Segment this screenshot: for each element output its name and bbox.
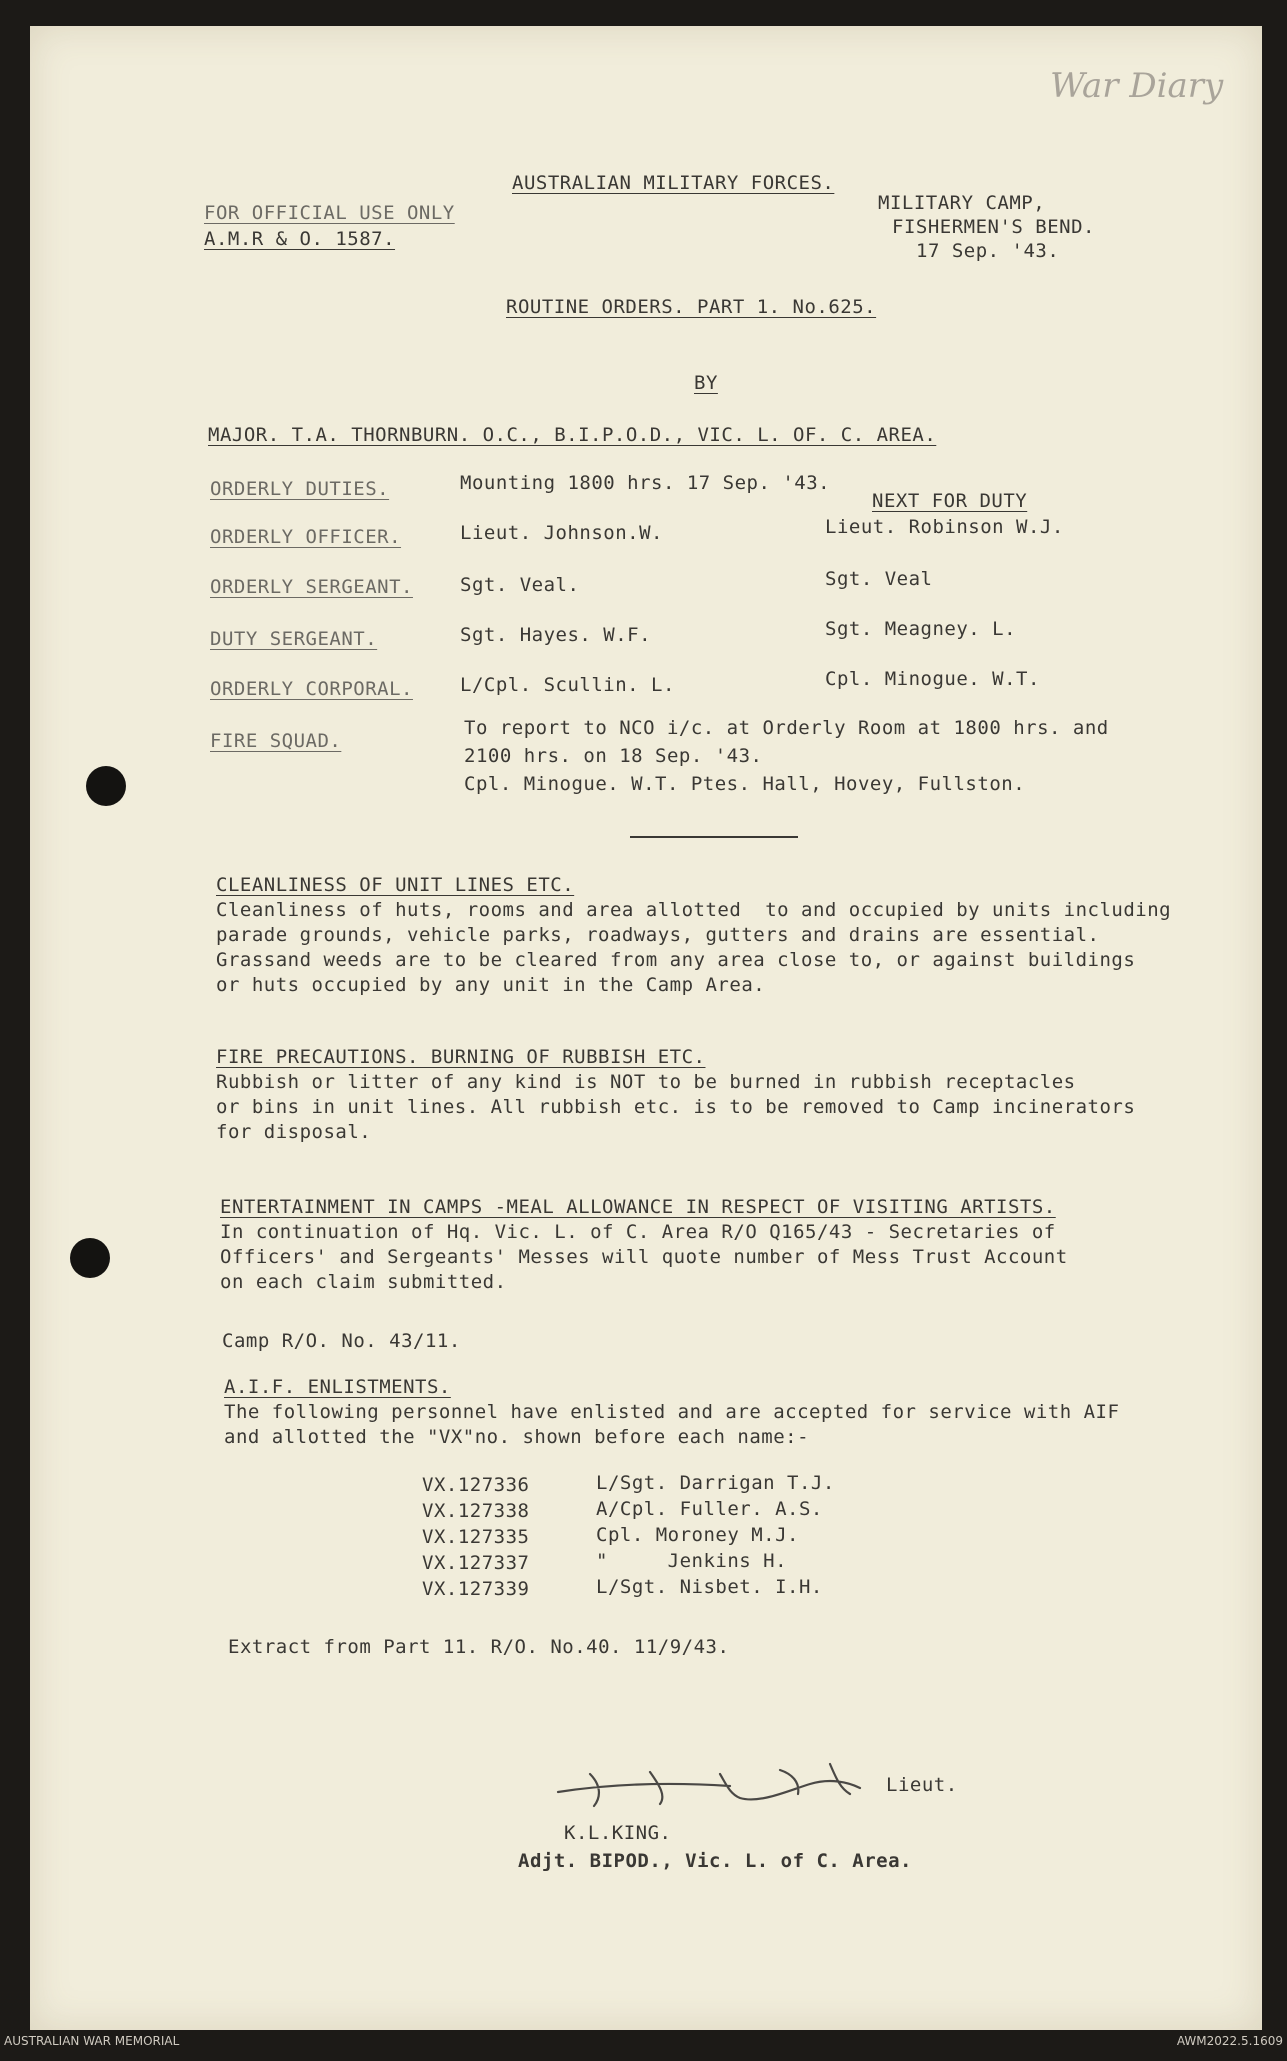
enlistment-number: VX.127338: [422, 1500, 530, 1522]
duty-current: Sgt. Hayes. W.F.: [460, 624, 652, 646]
section-line: or bins in unit lines. All rubbish etc. is to be removed to Camp incinerators: [216, 1096, 1136, 1118]
next-for-duty-heading: NEXT FOR DUTY: [872, 490, 1028, 512]
section-line: and allotted the "VX"no. shown before each name:-: [224, 1426, 810, 1448]
commander-line: MAJOR. T.A. THORNBURN. O.C., B.I.P.O.D., VIC. L. OF. C. AREA.: [208, 424, 937, 446]
duty-label: ORDERLY CORPORAL.: [210, 678, 413, 700]
document-page: [30, 26, 1262, 2030]
duty-next: Sgt. Veal: [825, 568, 933, 590]
duty-current: Lieut. Johnson.W.: [460, 522, 663, 544]
enlistment-number: VX.127339: [422, 1578, 530, 1600]
order-date: 17 Sep. '43.: [916, 240, 1060, 262]
enlistment-name: L/Sgt. Darrigan T.J.: [596, 1472, 835, 1494]
duty-current: Sgt. Veal.: [460, 574, 580, 596]
signature-name: K.L.KING.: [564, 1822, 672, 1844]
section-line: on each claim submitted.: [220, 1271, 507, 1293]
section-line: In continuation of Hq. Vic. L. of C. Area R/O Q165/43 - Secretaries of: [220, 1221, 1056, 1243]
document-title: ROUTINE ORDERS. PART 1. No.625.: [506, 296, 877, 318]
section-heading: A.I.F. ENLISTMENTS.: [224, 1376, 451, 1398]
duty-next: Cpl. Minogue. W.T.: [825, 668, 1040, 690]
duty-next: Lieut. Robinson W.J.: [825, 516, 1064, 538]
force-heading: AUSTRALIAN MILITARY FORCES.: [512, 172, 835, 194]
camp-reference: Camp R/O. No. 43/11.: [222, 1330, 461, 1352]
section-heading: FIRE PRECAUTIONS. BURNING OF RUBBISH ETC.: [216, 1046, 706, 1068]
extract-reference: Extract from Part 11. R/O. No.40. 11/9/43.: [228, 1636, 730, 1658]
duty-current: L/Cpl. Scullin. L.: [460, 674, 675, 696]
duties-heading: ORDERLY DUTIES.: [210, 478, 390, 500]
location-line-1: MILITARY CAMP,: [878, 192, 1046, 214]
handwritten-annotation: War Diary: [1050, 66, 1224, 106]
enlistment-number: VX.127337: [422, 1552, 530, 1574]
fire-squad-line: To report to NCO i/c. at Orderly Room at 1800 hrs. and: [464, 717, 1109, 739]
section-heading: CLEANLINESS OF UNIT LINES ETC.: [216, 874, 575, 896]
signature-title: Adjt. BIPOD., Vic. L. of C. Area.: [518, 1850, 912, 1872]
fire-squad-label: FIRE SQUAD.: [210, 730, 342, 752]
enlistment-name: " Jenkins H.: [596, 1550, 788, 1572]
fire-squad-line: 2100 hrs. on 18 Sep. '43.: [464, 745, 763, 767]
archive-reference: AWM2022.5.1609: [1176, 2034, 1283, 2048]
enlistment-name: A/Cpl. Fuller. A.S.: [596, 1498, 823, 1520]
section-line: The following personnel have enlisted and are accepted for service with AIF: [224, 1401, 1120, 1423]
section-line: Officers' and Sergeants' Messes will quote number of Mess Trust Account: [220, 1246, 1068, 1268]
enlistment-name: L/Sgt. Nisbet. I.H.: [596, 1576, 823, 1598]
section-line: Cleanliness of huts, rooms and area allotted to and occupied by units including: [216, 899, 1172, 921]
signature-rank: Lieut.: [886, 1774, 958, 1796]
archive-label: AUSTRALIAN WAR MEMORIAL: [4, 2034, 180, 2048]
location-line-2: FISHERMEN'S BEND.: [892, 216, 1095, 238]
enlistment-number: VX.127336: [422, 1474, 530, 1496]
classification-line-1: FOR OFFICIAL USE ONLY: [204, 202, 455, 224]
section-line: parade grounds, vehicle parks, roadways, gutters and drains are essential.: [216, 924, 1100, 946]
section-line: Grassand weeds are to be cleared from any area close to, or against buildings: [216, 949, 1136, 971]
duty-next: Sgt. Meagney. L.: [825, 618, 1017, 640]
section-line: Rubbish or litter of any kind is NOT to be burned in rubbish receptacles: [216, 1071, 1076, 1093]
by-line: BY: [694, 372, 718, 394]
section-heading: ENTERTAINMENT IN CAMPS -MEAL ALLOWANCE IN RESPECT OF VISITING ARTISTS.: [220, 1196, 1056, 1218]
punch-hole: [86, 766, 126, 806]
punch-hole: [70, 1238, 110, 1278]
section-divider: [630, 836, 798, 838]
enlistment-name: Cpl. Moroney M.J.: [596, 1524, 799, 1546]
duty-label: ORDERLY SERGEANT.: [210, 576, 413, 598]
fire-squad-line: Cpl. Minogue. W.T. Ptes. Hall, Hovey, Fullston.: [464, 773, 1026, 795]
enlistment-number: VX.127335: [422, 1526, 530, 1548]
duty-label: ORDERLY OFFICER.: [210, 526, 402, 548]
section-line: or huts occupied by any unit in the Camp Area.: [216, 974, 766, 996]
classification-line-2: A.M.R & O. 1587.: [204, 228, 396, 250]
duties-mounting: Mounting 1800 hrs. 17 Sep. '43.: [460, 472, 831, 494]
duty-label: DUTY SERGEANT.: [210, 628, 378, 650]
section-line: for disposal.: [216, 1121, 372, 1143]
